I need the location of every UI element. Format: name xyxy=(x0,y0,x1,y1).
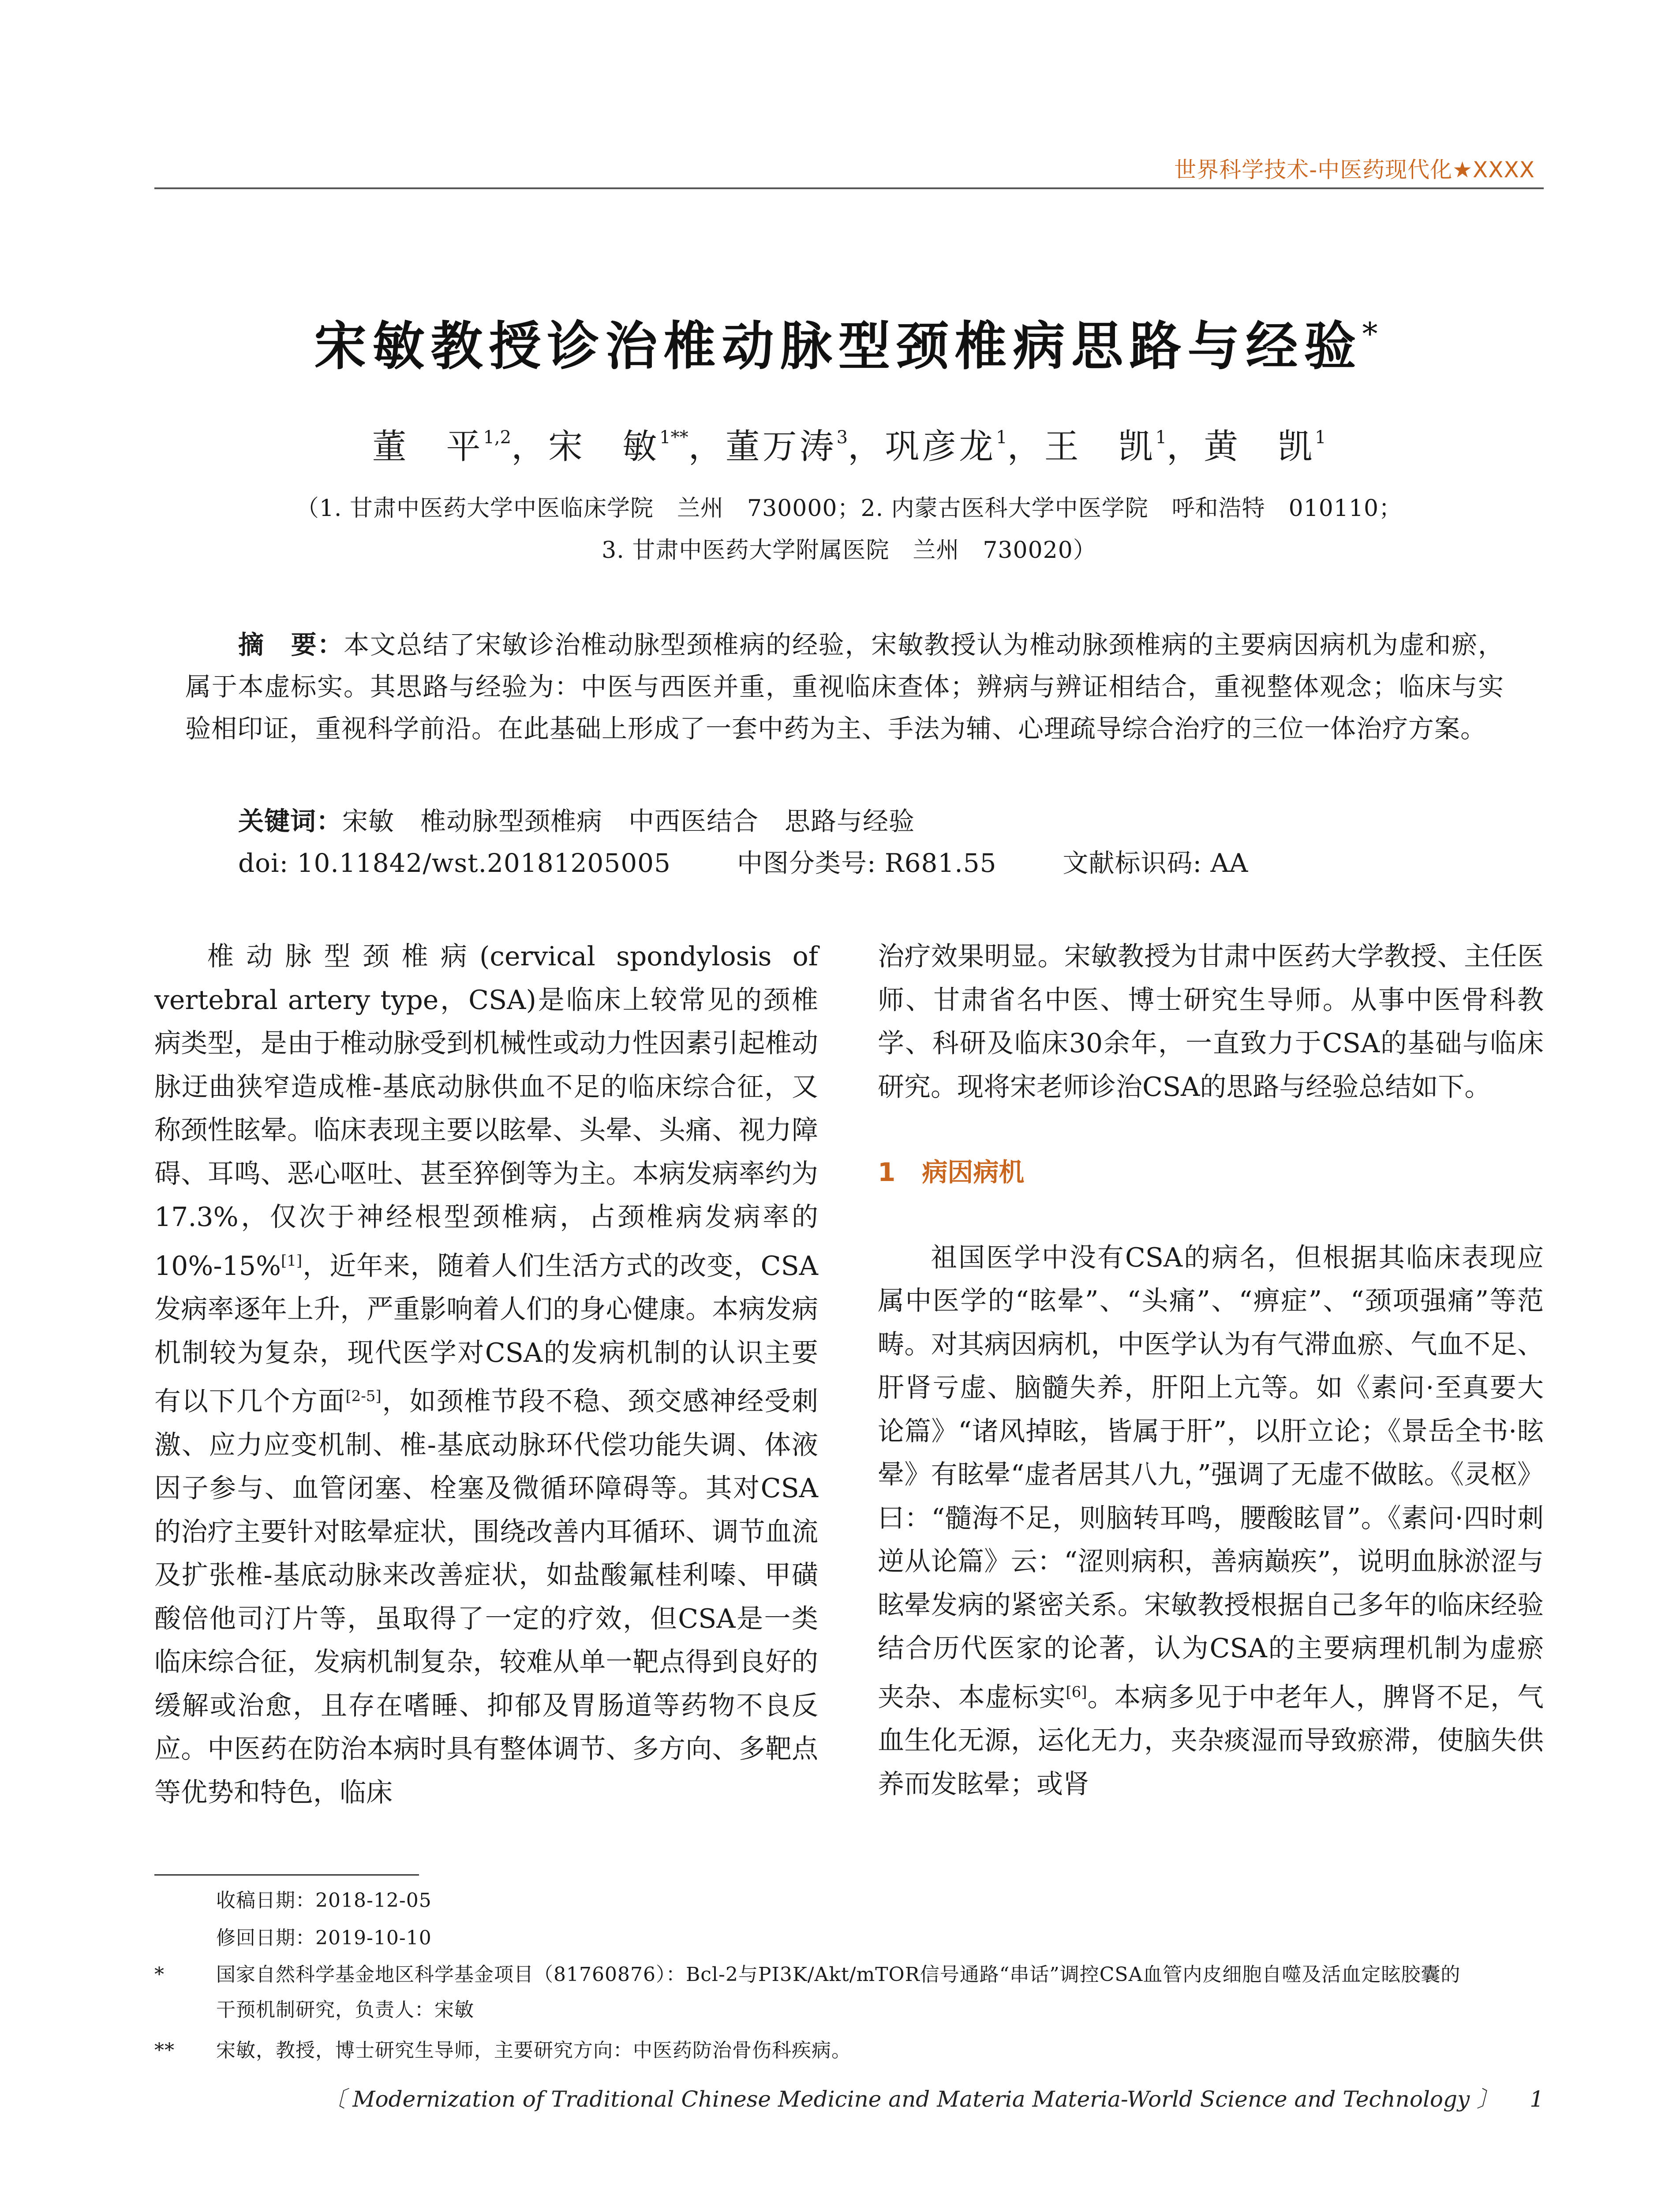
classification-number: 中图分类号: R681.55 xyxy=(737,848,997,878)
keywords-text: 宋敏 椎动脉型颈椎病 中西医结合 思路与经验 xyxy=(342,806,915,836)
header-rule xyxy=(154,187,1544,189)
affiliation-line: 3. 甘肃中医药大学附属医院 兰州 730020） xyxy=(602,537,1096,564)
footnote-funding xyxy=(154,1957,1544,2028)
footnote-revised-date xyxy=(154,1921,1544,1956)
citation-ref: [6] xyxy=(1066,1683,1087,1701)
article-identifiers xyxy=(238,842,1508,879)
section-title: 病因病机 xyxy=(922,1157,1025,1187)
body-paragraph xyxy=(878,1236,1544,1806)
running-header: 世界科学技术-中医药现代化★XXXX xyxy=(1174,157,1535,183)
footnote-text: 宋敏，教授，博士研究生导师，主要研究方向：中医药防治骨伤科疾病。 xyxy=(216,2039,851,2062)
footnote-mark: * xyxy=(154,1963,165,1986)
body-paragraph: 治疗效果明显。宋敏教授为甘肃中医药大学教授、主任医师、甘肃省名中医、博士研究生导师。从事中医骨科教学、科研及临床30余年，一直致力于CSA的基础与临床研究。现将宋老师诊治CSA的思路与经验总结如下。 xyxy=(878,941,1544,1102)
paragraph-text: 祖国医学中没有CSA的病名，但根据其临床表现应属中医学的“眩晕”、“头痛”、“痹症”、“颈项强痛”等范畴。对其病因病机，中医学认为有气滞血瘀、气血不足、肝肾亏虚、脑髓失养，肝阳上亢等。如《素问·至真要大论篇》“诸风掉眩，皆属于肝”，以肝立论；《景岳全书·眩晕》有眩晕“虚者居其八九，”强调了无虚不做眩。《灵枢》曰：“髓海不足，则脑转耳鸣，腰酸眩冒”。《素问·四时刺逆从论篇》云：“涩则病积，善病巅疾”，说明血脉淤涩与眩晕发病的紧密关系。宋敏教授根据自己多年的临床经验结合历代医家的论著，认为CSA的主要病理机制为虚瘀夹杂、本虚标实 xyxy=(878,1242,1544,1713)
author-list: 董 平$^{1,2}$，宋 敏$^{1**}$，董万涛$^3$，巩彦龙$^1$，王 凯$^1$，黄 凯$^1$ xyxy=(372,427,1326,467)
author-affiliation-mark: 1 xyxy=(1315,427,1326,448)
author-name: 黄 凯 xyxy=(1204,427,1315,467)
footnote-text: 干预机制研究，负责人：宋敏 xyxy=(216,1999,474,2021)
author-name: 巩彦龙 xyxy=(885,427,996,467)
author-name: 董万涛 xyxy=(725,427,837,467)
doi: doi: 10.11842/wst.20181205005 xyxy=(238,848,671,878)
footnote-rule xyxy=(154,1874,419,1876)
body-column-right xyxy=(878,935,1544,1806)
page-number: 1 xyxy=(1530,2086,1544,2112)
author-affiliation-mark: 1** xyxy=(659,427,688,448)
author-affiliation-mark: 3 xyxy=(836,427,848,448)
keywords-label: 关键词： xyxy=(238,806,343,836)
author-affiliation-mark: 1,2 xyxy=(483,427,512,448)
footnote-author-info xyxy=(154,2033,1544,2068)
citation-ref: [1] xyxy=(281,1252,303,1270)
title-text: 宋敏教授诊治椎动脉型颈椎病思路与经验 xyxy=(314,315,1362,377)
footnote-mark: ** xyxy=(154,2039,175,2062)
body-column-left xyxy=(154,935,818,1814)
section-number: 1 xyxy=(878,1157,896,1187)
footnote-text: 修回日期：2019-10-10 xyxy=(216,1927,432,1949)
paragraph-text: 椎动脉型颈椎病(cervical spondylosis of vertebral artery type，CSA)是临床上较常见的颈椎病类型，是由于椎动脉受到机械性或动力性因素引起椎动脉迂曲狭窄造成椎-基底动脉供血不足的临床综合征，又称颈性眩晕。临床表现主要以眩晕、头晕、头痛、视力障碍、耳鸣、恶心呕吐、甚至猝倒等为主。本病发病率约为17.3%，仅次于神经根型颈椎病，占颈椎病发病率的10%-15% xyxy=(154,941,818,1282)
paper-title xyxy=(154,304,1544,379)
paragraph-text: ，如颈椎节段不稳、颈交感神经受刺激、应力应变机制、椎-基底动脉环代偿功能失调、体液因子参与、血管闭塞、栓塞及微循环障碍等。其对CSA的治疗主要针对眩晕症状，围绕改善内耳循环、调节血流及扩张椎-基底动脉来改善症状，如盐酸氟桂利嗪、甲磺酸倍他司汀片等，虽取得了一定的疗效，但CSA是一类临床综合征，发病机制复杂，较难从单一靶点得到良好的缓解或治愈，且存在嗜睡、抑郁及胃肠道等药物不良反应。中医药在防治本病时具有整体调节、多方向、多靶点等优势和特色，临床 xyxy=(154,1386,819,1808)
title-footnote-mark: * xyxy=(1362,316,1384,352)
footnote-text: 国家自然科学基金地区科学基金项目（81760876）：Bcl-2与PI3K/Akt/mTOR信号通路“串话”调控CSA血管内皮细胞自噬及活血定眩胶囊的 xyxy=(216,1963,1461,1986)
footnote-text: 收稿日期：2018-12-05 xyxy=(216,1889,432,1912)
author-name: 王 凯 xyxy=(1044,427,1156,467)
author-name: 董 平 xyxy=(372,427,483,467)
citation-ref: [2-5] xyxy=(345,1387,382,1405)
author-affiliation-mark: 1 xyxy=(1155,427,1167,448)
paragraph-text: ，近年来，随着人们生活方式的改变，CSA发病率逐年上升，严重影响着人们的身心健康。本病发病机制较为复杂，现代医学对CSA的发病机制的认识主要有以下几个方面 xyxy=(154,1250,818,1417)
affiliation-line: （1. 甘肃中医药大学中医临床学院 兰州 730000；2. 内蒙古医科大学中医学院 呼和浩特 010110； xyxy=(296,495,1403,522)
author-affiliation-mark: 1 xyxy=(996,427,1007,448)
section-heading xyxy=(878,1151,1544,1194)
abstract xyxy=(185,624,1504,750)
body-paragraph xyxy=(154,935,818,1814)
abstract-text: 本文总结了宋敏诊治椎动脉型颈椎病的经验，宋敏教授认为椎动脉颈椎病的主要病因病机为虚和瘀，属于本虚标实。其思路与经验为：中医与西医并重，重视临床查体；辨病与辨证相结合，重视整体观念；临床与实验相印证，重视科学前沿。在此基础上形成了一套中药为主、手法为辅、心理疏导综合治疗的三位一体治疗方案。 xyxy=(185,630,1504,744)
document-identifier: 文献标识码: AA xyxy=(1063,848,1249,878)
footnote-received-date xyxy=(154,1883,1544,1918)
paragraph-text: 。本病多见于中老年人，脾肾不足，气血生化无源，运化无力，夹杂痰湿而导致瘀滞，使脑失供养而发眩晕；或肾 xyxy=(878,1682,1544,1800)
running-footer xyxy=(154,2082,1544,2113)
journal-name-english: 〔 Modernization of Traditional Chinese Medicine and Materia Materia-World Science and Technology 〕 xyxy=(323,2086,1499,2112)
keywords xyxy=(238,800,1508,837)
author-name: 宋 敏 xyxy=(548,427,660,467)
abstract-label: 摘 要： xyxy=(238,630,344,660)
